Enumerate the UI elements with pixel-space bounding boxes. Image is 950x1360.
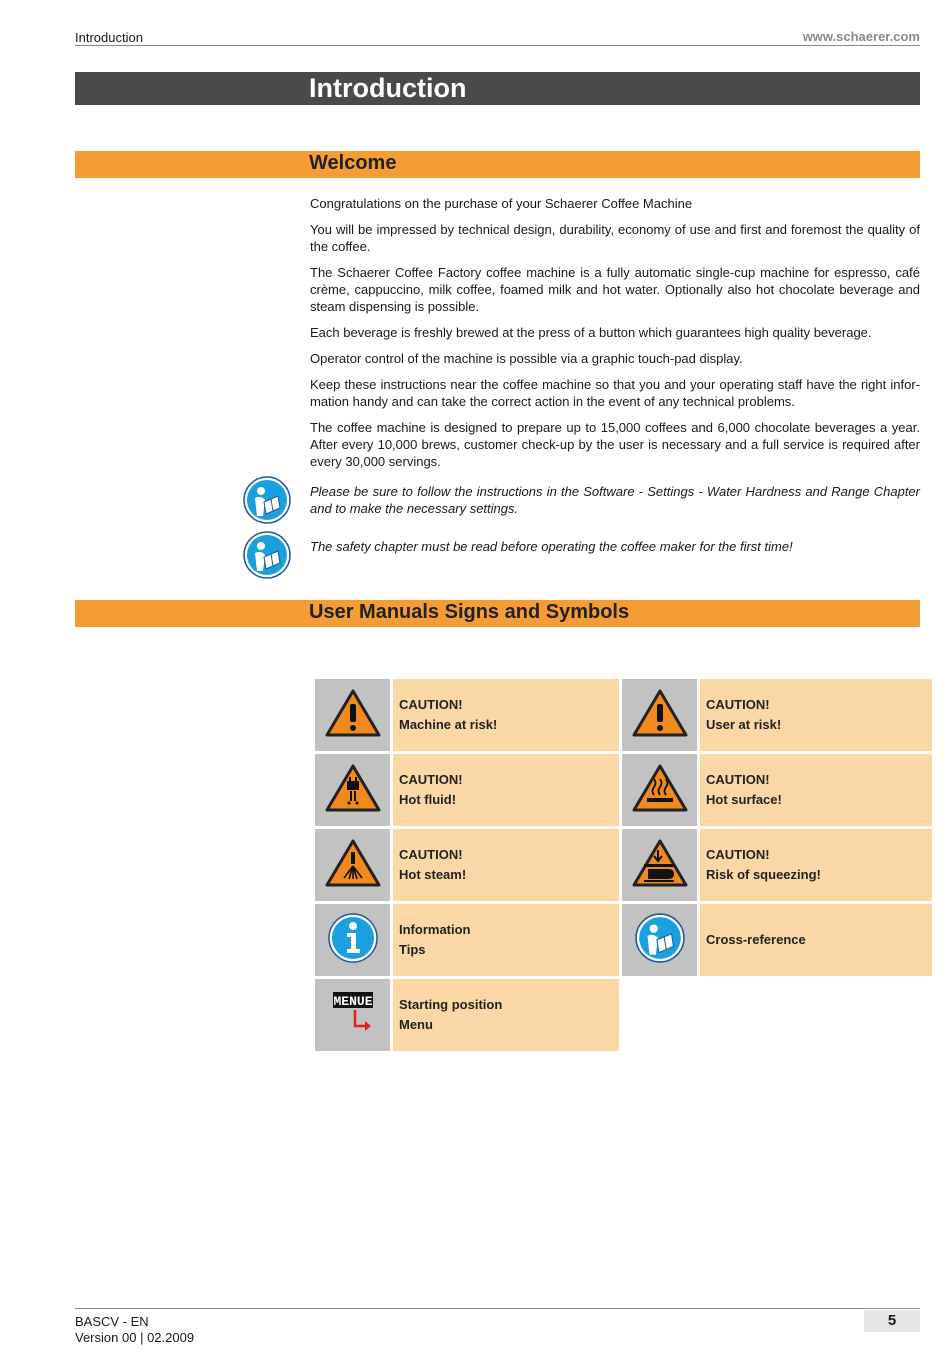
symbol-label: [700, 904, 932, 976]
symbol-line1: CAUTION!: [706, 697, 770, 712]
menu-start-icon-label: MENUE: [332, 993, 373, 1009]
manual-reference-icon: [243, 531, 291, 579]
symbol-line1: Information: [399, 922, 471, 937]
table-row: [315, 754, 932, 826]
page-number: 5: [864, 1310, 920, 1332]
symbol-line2: Machine at risk!: [399, 717, 498, 732]
symbol-line2: Menu: [399, 1017, 433, 1032]
footer-info: [75, 1314, 194, 1346]
welcome-paragraph: The coffee machine is designed to prepare up to 15,000 coffees and 6,000 chocolate beverages a year. After every 10,000 brews, customer check-up by the user is necessary and a full service is required after every 30,000 servings.: [310, 420, 920, 469]
chapter-title-bar: [75, 72, 920, 105]
welcome-paragraph: Operator control of the machine is possible via a graphic touch-pad display.: [310, 351, 743, 366]
footer-date: 02.2009: [147, 1330, 195, 1345]
symbol-line2: Hot steam!: [399, 867, 467, 882]
symbol-line1: CAUTION!: [706, 847, 770, 862]
header-rule: [75, 45, 920, 46]
hot-surface-icon: [622, 754, 697, 826]
hot-fluid-icon: [315, 754, 390, 826]
symbol-label: [393, 979, 619, 1051]
running-header-url: [803, 29, 920, 44]
running-header-section: Introduction: [75, 30, 143, 45]
manual-reference-icon: [243, 476, 291, 524]
table-row: [315, 679, 932, 751]
section-heading-symbols: User Manuals Signs and Symbols: [309, 601, 630, 623]
warning-icon: [315, 679, 390, 751]
section-bar-welcome: [75, 151, 920, 178]
symbol-line2: Risk of squeezing!: [706, 867, 821, 882]
section-heading-welcome: Welcome: [309, 152, 397, 174]
symbol-label: [393, 754, 619, 826]
symbol-line1: CAUTION!: [399, 847, 463, 862]
symbol-line1: Cross-reference: [706, 932, 806, 947]
symbol-line1: Starting position: [399, 997, 503, 1012]
symbol-line1: CAUTION!: [706, 772, 770, 787]
symbol-label: [700, 829, 932, 901]
note-water-hardness: Please be sure to follow the instructions in the Software - Settings - Water Hardness and Range Chapter and to make the necessary settings.: [310, 484, 920, 516]
footer-version: Version 00: [75, 1330, 137, 1345]
empty-cell: [700, 979, 932, 1051]
menu-start-icon: [315, 979, 390, 1051]
symbol-label: [393, 679, 619, 751]
symbol-line1: CAUTION!: [399, 772, 463, 787]
table-row: [315, 904, 932, 976]
footer-doc-id: BASCV - EN: [75, 1314, 149, 1329]
symbol-label: [393, 829, 619, 901]
symbols-table: [312, 676, 935, 1054]
welcome-paragraph: You will be impressed by technical design, durability, economy of use and first and foremost the quality of the coffee.: [310, 222, 920, 254]
manual-reference-icon: [622, 904, 697, 976]
symbol-label: [393, 904, 619, 976]
symbol-label: [700, 754, 932, 826]
footer-separator: |: [140, 1330, 144, 1345]
note-safety-chapter: The safety chapter must be read before operating the coffee maker for the first time!: [310, 539, 793, 554]
welcome-paragraph: Congratulations on the purchase of your Schaerer Coffee Machine: [310, 196, 693, 211]
header-url: www.schaerer.com: [802, 29, 920, 44]
footer-rule: [75, 1308, 920, 1309]
symbol-line2: Tips: [399, 942, 426, 957]
section-bar-symbols: [75, 600, 920, 627]
hot-steam-icon: [315, 829, 390, 901]
welcome-body: [310, 195, 920, 479]
welcome-paragraph: Each beverage is freshly brewed at the press of a button which guarantees high quality beverage.: [310, 325, 872, 340]
symbol-line2: Hot fluid!: [399, 792, 457, 807]
symbol-line1: CAUTION!: [399, 697, 463, 712]
table-row: [315, 979, 932, 1051]
symbol-line2: Hot surface!: [706, 792, 782, 807]
welcome-paragraph: The Schaerer Coffee Factory coffee machine is a fully automatic single-cup machine for espresso, café crème, cappuccino, milk coffee, foamed milk and hot water. Optionally also hot chocolate beverage and steam dispensing is possible.: [310, 265, 920, 314]
squeeze-icon: [622, 829, 697, 901]
welcome-paragraph: Keep these instructions near the coffee machine so that you and your operating staff have the right infor-mation handy and can take the correct action in the event of any technical problems.: [310, 377, 920, 409]
warning-icon: [622, 679, 697, 751]
symbol-label: [700, 679, 932, 751]
symbol-line2: User at risk!: [706, 717, 782, 732]
table-row: [315, 829, 932, 901]
chapter-title: Introduction: [309, 73, 467, 103]
footer-version-line: [75, 1330, 194, 1346]
info-icon: [315, 904, 390, 976]
empty-cell: [622, 979, 697, 1051]
